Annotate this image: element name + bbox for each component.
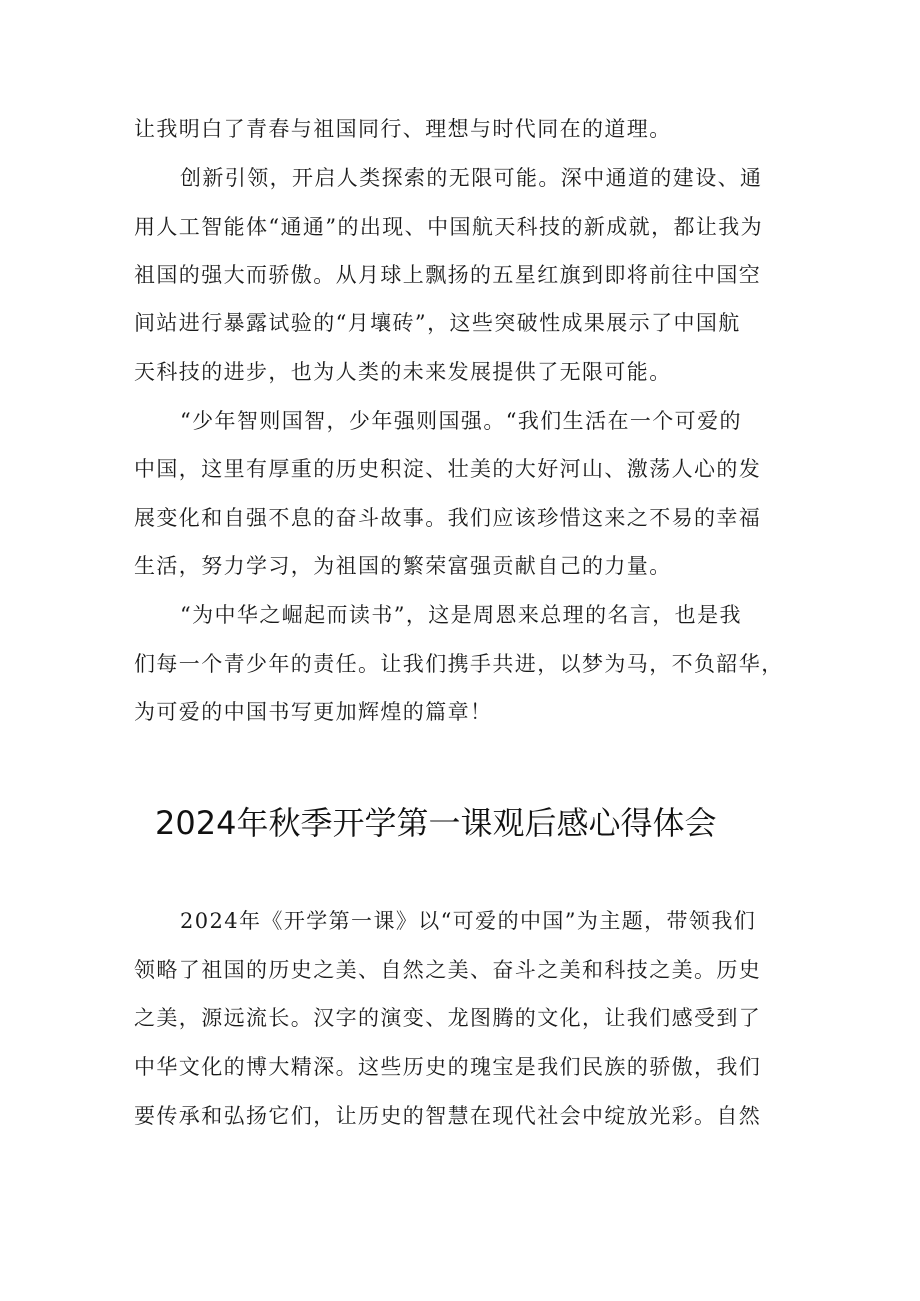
paragraph-line: 要传承和弘扬它们，让历史的智慧在现代社会中绽放光彩。自然 (134, 1104, 762, 1128)
paragraph-line: 生活，努力学习，为祖国的繁荣富强贡献自己的力量。 (134, 554, 672, 578)
paragraph-line: 天科技的进步，也为人类的未来发展提供了无限可能。 (134, 360, 672, 384)
paragraph-line: “为中华之崛起而读书”，这是周恩来总理的名言，也是我 (180, 603, 742, 627)
paragraph-line: 展变化和自强不息的奋斗故事。我们应该珍惜这来之不易的幸福 (134, 506, 762, 530)
paragraph-line: 领略了祖国的历史之美、自然之美、奋斗之美和科技之美。历史 (134, 958, 762, 982)
paragraph-line: 中华文化的博大精深。这些历史的瑰宝是我们民族的骄傲，我们 (134, 1055, 762, 1079)
paragraph-line: 们每一个青少年的责任。让我们携手共进，以梦为马，不负韶华， (134, 652, 784, 676)
paragraph-line: 2024年《开学第一课》以“可爱的中国”为主题，带领我们 (180, 909, 757, 933)
paragraph-line: “少年智则国智，少年强则国强。“我们生活在一个可爱的 (180, 409, 742, 433)
paragraph-line: 让我明白了青春与祖国同行、理想与时代同在的道理。 (134, 117, 672, 141)
paragraph-line: 用人工智能体“通通”的出现、中国航天科技的新成就，都让我为 (134, 215, 764, 239)
paragraph-line: 祖国的强大而骄傲。从月球上飘扬的五星红旗到即将前往中国空 (134, 263, 762, 287)
page-title: 2024年秋季开学第一课观后感心得体会 (155, 804, 717, 842)
paragraph-line: 之美，源远流长。汉字的演变、龙图腾的文化，让我们感受到了 (134, 1006, 762, 1030)
paragraph-line: 为可爱的中国书写更加辉煌的篇章！ (134, 700, 493, 724)
paragraph-line: 创新引领，开启人类探索的无限可能。深中通道的建设、通 (180, 166, 763, 190)
paragraph-line: 间站进行暴露试验的“月壤砖”，这些突破性成果展示了中国航 (134, 311, 741, 335)
paragraph-line: 中国，这里有厚重的历史积淀、壮美的大好河山、激荡人心的发 (134, 457, 762, 481)
